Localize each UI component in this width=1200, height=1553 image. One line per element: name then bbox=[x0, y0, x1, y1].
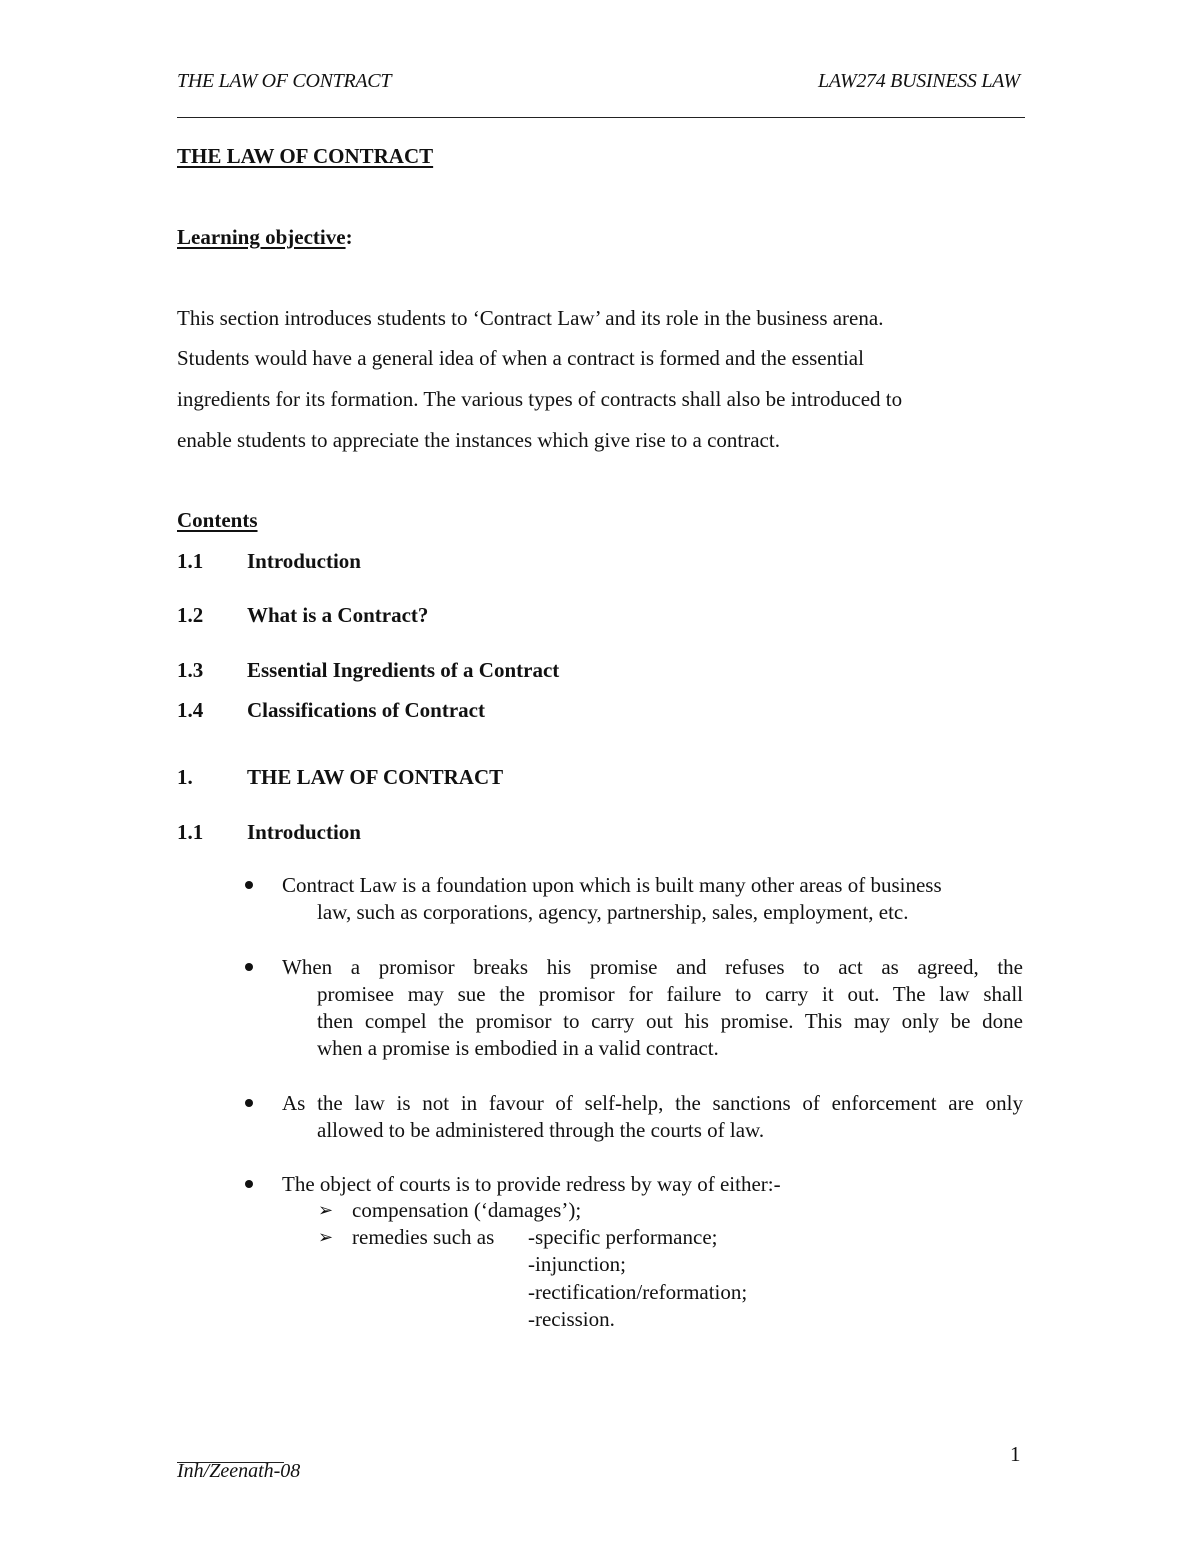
toc-item-number: 1.2 bbox=[177, 603, 204, 627]
bullet-line: law, such as corporations, agency, partnership, sales, employment, etc. bbox=[317, 900, 909, 924]
remedy-item: -rectification/reformation; bbox=[528, 1280, 748, 1304]
objective-line-4: enable students to appreciate the instances which give rise to a contract. bbox=[177, 428, 780, 452]
learning-objective-colon: : bbox=[345, 225, 353, 249]
bullet-item bbox=[282, 872, 1023, 926]
toc-item-number: 1.1 bbox=[177, 549, 204, 573]
contents-heading-text: Contents bbox=[177, 508, 258, 532]
running-header-left: THE LAW OF CONTRACT bbox=[177, 70, 392, 92]
section-1-1-number: 1.1 bbox=[177, 820, 204, 844]
toc-item-label: Classifications of Contract bbox=[247, 698, 485, 722]
bullet-line: The object of courts is to provide redress by way of either:- bbox=[282, 1172, 781, 1196]
bullet-icon bbox=[245, 1180, 253, 1188]
bullet-line: When a promisor breaks his promise and refuses to act as agreed, the bbox=[282, 955, 1023, 979]
bullet-line: As the law is not in favour of self-help, the sanctions of enforcement are only bbox=[282, 1091, 1023, 1115]
toc-item-label: Introduction bbox=[247, 549, 361, 573]
toc-item-number: 1.4 bbox=[177, 698, 204, 722]
bullet-line: Contract Law is a foundation upon which is built many other areas of business bbox=[282, 873, 942, 897]
section-1-title: THE LAW OF CONTRACT bbox=[247, 765, 504, 789]
section-1-number: 1. bbox=[177, 765, 193, 789]
arrow-bullet-icon: ➢ bbox=[318, 1200, 334, 1220]
running-header-right: LAW274 BUSINESS LAW bbox=[818, 70, 1020, 92]
bullet-icon bbox=[245, 881, 253, 889]
header-divider bbox=[177, 117, 1025, 118]
bullet-line: promisee may sue the promisor for failure to carry it out. The law shall bbox=[317, 982, 1023, 1006]
bullet-icon bbox=[245, 963, 253, 971]
sub-item-text: compensation (‘damages’); bbox=[352, 1198, 582, 1222]
remedy-item: -injunction; bbox=[528, 1252, 626, 1276]
footer-author: Inh/Zeenath-08 bbox=[177, 1460, 301, 1482]
section-1-1-title: Introduction bbox=[247, 820, 361, 844]
bullet-icon bbox=[245, 1099, 253, 1107]
bullet-item bbox=[282, 954, 1023, 1062]
arrow-bullet-icon: ➢ bbox=[318, 1227, 334, 1247]
bullet-item bbox=[282, 1090, 1023, 1144]
learning-objective-heading bbox=[177, 225, 353, 250]
toc-item-label: Essential Ingredients of a Contract bbox=[247, 658, 560, 682]
bullet-line: allowed to be administered through the courts of law. bbox=[317, 1118, 765, 1142]
remedy-item: -recission. bbox=[528, 1307, 615, 1331]
objective-line-1: This section introduces students to ‘Contract Law’ and its role in the business arena. bbox=[177, 306, 884, 330]
contents-heading bbox=[177, 508, 258, 533]
bullet-line: when a promise is embodied in a valid contract. bbox=[317, 1036, 719, 1060]
toc-item-label: What is a Contract? bbox=[247, 603, 429, 627]
sub-item-text: remedies such as bbox=[352, 1225, 495, 1249]
objective-line-2: Students would have a general idea of when a contract is formed and the essential bbox=[177, 346, 864, 370]
learning-objective-heading-text: Learning objective bbox=[177, 225, 346, 249]
bullet-item bbox=[282, 1171, 1023, 1198]
page-number: 1 bbox=[1010, 1442, 1021, 1466]
remedy-item: -specific performance; bbox=[528, 1225, 718, 1249]
document-title: THE LAW OF CONTRACT bbox=[177, 144, 434, 168]
objective-line-3: ingredients for its formation. The various types of contracts shall also be introduced to bbox=[177, 387, 903, 411]
toc-item-number: 1.3 bbox=[177, 658, 204, 682]
bullet-line: then compel the promisor to carry out his promise. This may only be done bbox=[317, 1009, 1023, 1033]
